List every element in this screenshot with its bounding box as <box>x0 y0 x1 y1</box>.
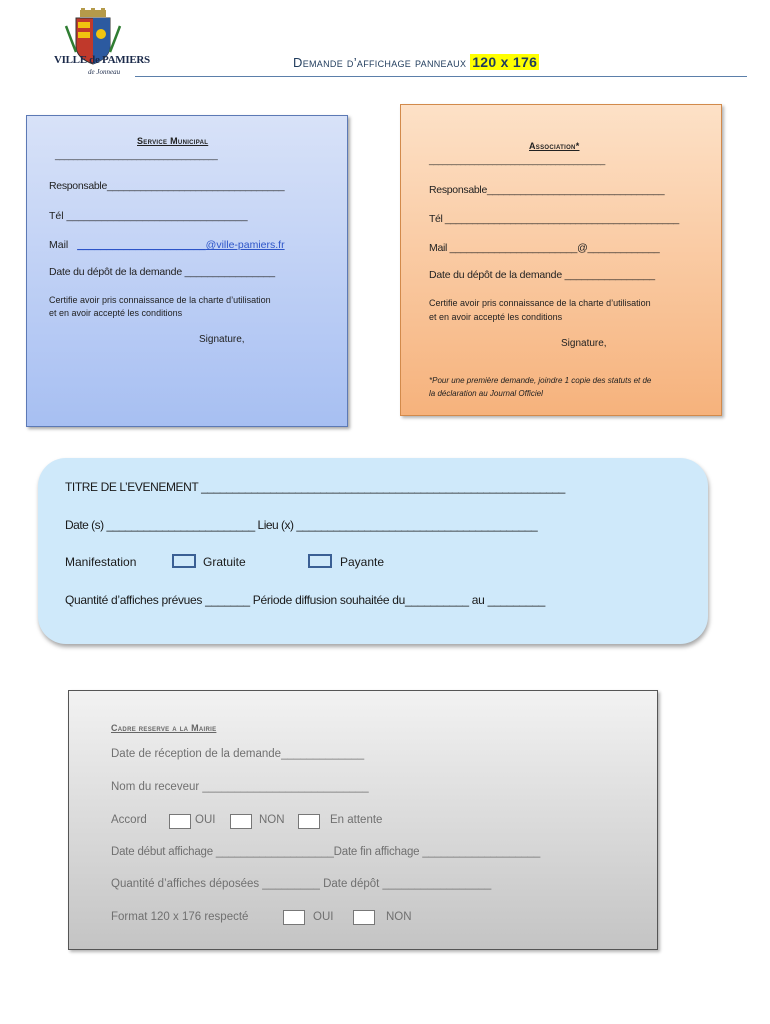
association-mail-field[interactable]: Mail _______________________@_____________ <box>429 242 660 254</box>
format-label: Format 120 x 176 respecté <box>111 911 249 923</box>
mairie-heading: Cadre reserve a la Mairie <box>111 723 217 733</box>
manifestation-label: Manifestation <box>65 555 137 569</box>
service-municipal-box <box>26 115 348 427</box>
gratuite-label: Gratuite <box>203 555 246 569</box>
format-oui-checkbox[interactable] <box>283 910 305 925</box>
page-title-text: Demande d’affichage panneaux <box>293 55 467 70</box>
mairie-dates-affichage-field[interactable]: Date début affichage ___________________Date fin affichage ___________________ <box>111 846 541 858</box>
accord-oui-checkbox[interactable] <box>169 814 191 829</box>
format-non-checkbox[interactable] <box>353 910 375 925</box>
payante-label: Payante <box>340 555 385 569</box>
service-mail-domain: @ville-pamiers.fr <box>205 239 285 251</box>
mairie-receveur-field[interactable]: Nom du receveur __________________________ <box>111 781 369 793</box>
association-signature-label: Signature, <box>561 338 607 349</box>
coat-of-arms-logo <box>50 8 150 80</box>
association-responsable-field[interactable]: Responsable________________________________ <box>429 184 665 196</box>
service-responsable-field[interactable]: Responsable________________________________ <box>49 180 285 192</box>
accord-oui-label: OUI <box>195 814 216 826</box>
association-note-line-1: *Pour une première demande, joindre 1 copie des statuts et de <box>429 376 652 385</box>
event-title-field[interactable]: TITRE DE L’EVENEMENT __________________________________________________________ <box>65 480 565 494</box>
association-date-depot-field[interactable]: Date du dépôt de la demande ________________ <box>429 269 655 281</box>
service-heading-line: ____________________________________ <box>55 150 218 160</box>
mairie-reception-field[interactable]: Date de réception de la demande_____________ <box>111 748 365 760</box>
association-heading-line: _______________________________________ <box>429 155 605 165</box>
accord-label: Accord <box>111 814 147 826</box>
association-box <box>400 104 722 416</box>
association-note-line-2: la déclaration au Journal Officiel <box>429 389 543 398</box>
event-quantite-field[interactable]: Quantité d’affiches prévues _______ Période diffusion souhaitée du__________ au _________ <box>65 593 545 607</box>
service-heading: Service Municipal <box>137 136 209 146</box>
association-certifie-line-2: et en avoir accepté les conditions <box>429 312 563 322</box>
association-certifie-line-1: Certifie avoir pris connaissance de la charte d’utilisation <box>429 298 651 308</box>
mairie-quantite-field[interactable]: Quantité d’affiches déposées _________ Date dépôt _________________ <box>111 878 492 890</box>
service-certifie-line-2: et en avoir accepté les conditions <box>49 308 183 318</box>
mairie-box <box>68 690 658 950</box>
logo-text: VILLE de PAMIERS <box>54 54 150 66</box>
service-mail-blank: ______________________ <box>77 239 206 251</box>
service-tel-field[interactable]: Tél _______________________________ <box>49 210 248 222</box>
service-mail-field[interactable] <box>49 239 285 251</box>
accord-non-checkbox[interactable] <box>230 814 252 829</box>
accord-attente-label: En attente <box>330 814 383 826</box>
service-certifie-line-1: Certifie avoir pris connaissance de la charte d’utilisation <box>49 295 271 305</box>
service-signature-label: Signature, <box>199 334 245 345</box>
format-oui-label: OUI <box>313 911 334 923</box>
format-non-label: NON <box>386 911 412 923</box>
association-heading: Association* <box>529 141 580 151</box>
service-mail-label: Mail <box>49 239 69 251</box>
service-date-depot-field[interactable]: Date du dépôt de la demande ________________ <box>49 266 275 278</box>
association-tel-field[interactable]: Tél ___________________________________________ <box>429 213 679 225</box>
header-divider <box>135 76 747 77</box>
logo-subtext: de Jonneau <box>88 68 121 76</box>
accord-non-label: NON <box>259 814 285 826</box>
accord-attente-checkbox[interactable] <box>298 814 320 829</box>
gratuite-checkbox[interactable] <box>172 554 196 568</box>
event-box <box>38 458 708 644</box>
event-dates-field[interactable]: Date (s) ________________________ Lieu (x) _______________________________________ <box>65 518 538 532</box>
page-title <box>293 54 539 70</box>
page-title-highlight: 120 x 176 <box>472 54 538 70</box>
payante-checkbox[interactable] <box>308 554 332 568</box>
